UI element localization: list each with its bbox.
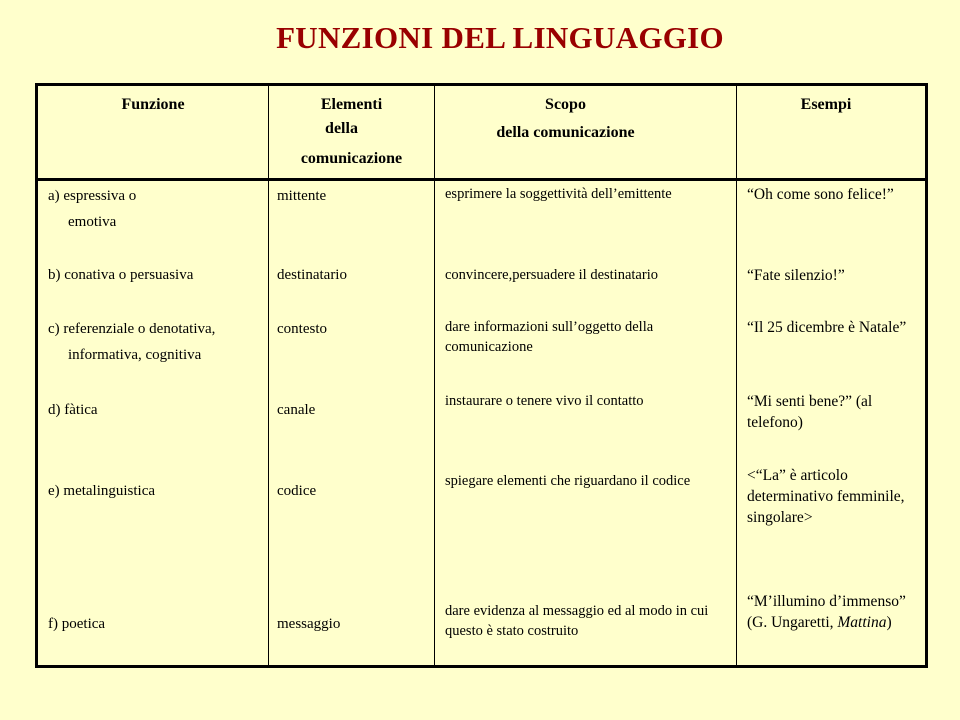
- header-row: [37, 85, 927, 180]
- elemento-d: canale: [277, 402, 316, 418]
- scopo-d: instaurare o tenere vivo il contatto: [445, 393, 644, 409]
- header-elementi-line3: comunicazione: [300, 150, 403, 167]
- header-scopo-line1: Scopo: [545, 96, 586, 113]
- elemento-b: destinatario: [277, 267, 347, 283]
- scopo-a: esprimere la soggettività dell’emittente: [445, 186, 672, 202]
- elementi-column: [269, 180, 435, 667]
- esempi-column: [737, 180, 927, 667]
- body-row: [37, 180, 927, 667]
- esempio-a: “Oh come sono felice!”: [747, 186, 894, 203]
- elemento-e: codice: [277, 483, 317, 499]
- header-esempi: [737, 85, 927, 180]
- esempio-f-suffix: ): [886, 614, 892, 631]
- header-funzione-label: Funzione: [121, 96, 185, 113]
- scopo-b: convincere,persuadere il destinatario: [445, 267, 658, 283]
- funzione-c-line1: c) referenziale o denotativa,: [48, 321, 216, 337]
- funzione-b: b) conativa o persuasiva: [48, 267, 194, 283]
- header-elementi-line2: della: [325, 120, 358, 137]
- header-funzione: [37, 85, 269, 180]
- esempio-f-text: “M’illumino d’immenso” (G. Ungaretti,: [747, 593, 906, 631]
- header-esempi-label: Esempi: [800, 96, 852, 113]
- header-elementi-line1: Elementi: [320, 96, 383, 113]
- scopo-f: dare evidenza al messaggio ed al modo in cui questo è stato costruito: [445, 603, 709, 639]
- functions-table: [35, 83, 928, 668]
- esempio-e: <“La” è articolo determinativo femminile, singolare>: [747, 467, 905, 526]
- esempio-d: “Mi senti bene?” (al telefono): [747, 393, 873, 431]
- funzione-a-line2: emotiva: [68, 214, 117, 230]
- elemento-c: contesto: [277, 321, 327, 337]
- funzione-f: f) poetica: [48, 616, 106, 632]
- esempio-f: [747, 591, 917, 633]
- funzione-c-line2: informativa, cognitiva: [68, 347, 202, 363]
- header-scopo-line2: della comunicazione: [496, 124, 635, 141]
- scopo-c: dare informazioni sull’oggetto della comunicazione: [445, 319, 654, 355]
- elemento-a: mittente: [277, 188, 327, 204]
- esempio-b: “Fate silenzio!”: [747, 267, 845, 284]
- slide-title: FUNZIONI DEL LINGUAGGIO: [276, 20, 724, 55]
- esempio-c: “Il 25 dicembre è Natale”: [747, 319, 907, 336]
- funzione-d: d) fàtica: [48, 402, 98, 418]
- scopo-e: spiegare elementi che riguardano il codice: [445, 473, 691, 489]
- esempio-f-italic: Mattina: [837, 614, 887, 631]
- header-scopo: [435, 85, 737, 180]
- funzione-a-line1: a) espressiva o: [48, 188, 137, 204]
- funzione-column: [37, 180, 269, 667]
- funzione-e: e) metalinguistica: [48, 483, 156, 499]
- scopo-column: [435, 180, 737, 667]
- elemento-f: messaggio: [277, 616, 341, 632]
